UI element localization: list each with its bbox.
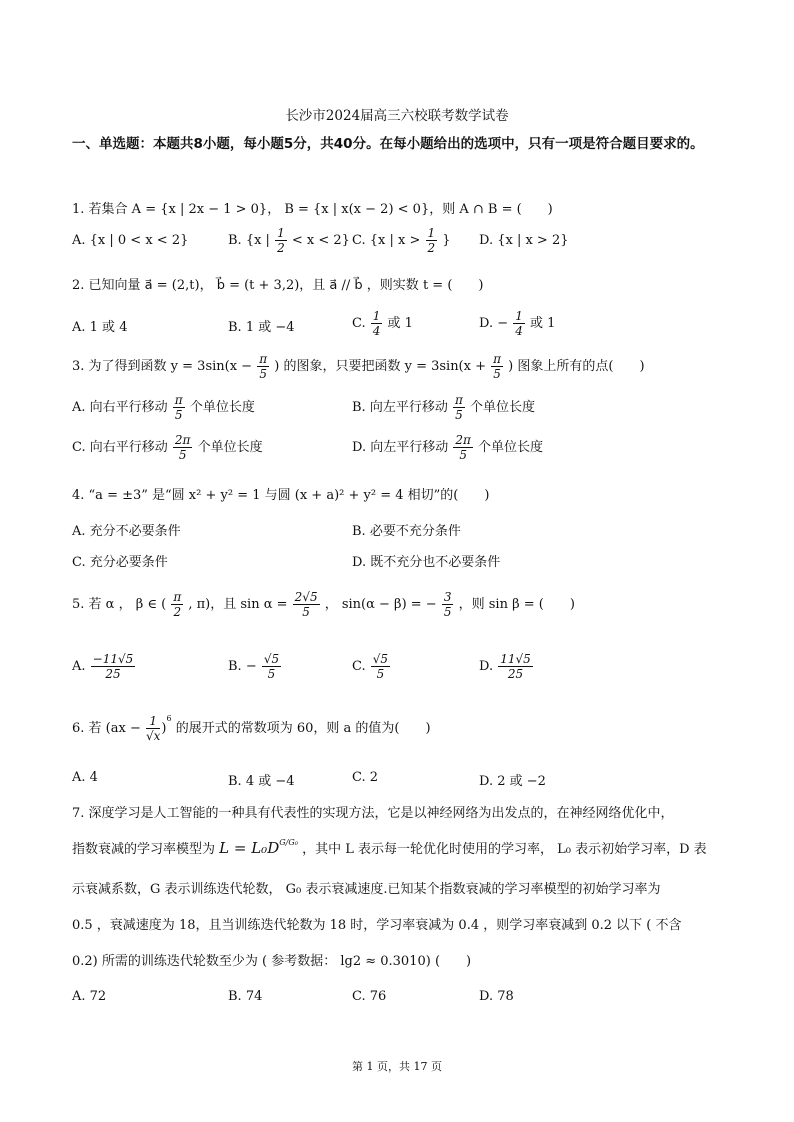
question-7-line-1: 7. 深度学习是人工智能的一种具有代表性的实现方法，它是以神经网络为出发点的，在神经网络优化中，	[72, 806, 674, 821]
q6-option-c: C. 2	[352, 770, 379, 785]
q5-option-b: B. − $\frac{√5}{5}$	[228, 652, 280, 681]
q7-option-a: A. 72	[72, 989, 107, 1004]
q6-option-d: D. 2 或 −2	[479, 774, 546, 789]
q5-option-a: A. $\frac{-11√5}{25}$	[72, 652, 134, 681]
question-7-line-3: 示衰减系数，G 表示训练迭代轮数， G₀ 表示衰减速度.已知某个指数衰减的学习率模型的初始学习率为	[72, 882, 661, 897]
q3-option-c: C. 向右平行移动 $\frac{2\pi}{5}$ 个单位长度	[72, 433, 263, 462]
question-7-line-5: 0.2) 所需的训练迭代轮数至少为 ( 参考数据： lg2 ≈ 0.3010) ( )	[72, 954, 472, 969]
q1-option-a: A. {x | 0 < x < 2}	[72, 233, 189, 248]
question-2-stem: 2. 已知向量 a⃗ = (2,t)， b⃗ = (t + 3,2)，且 a⃗ // b⃗ ，则实数 t = ( )	[72, 278, 484, 293]
q1-option-c: C. {x | x > $\frac{1}{2}$ }	[352, 226, 451, 255]
q4-option-d: D. 既不充分也不必要条件	[352, 555, 501, 570]
q4-option-a: A. 充分不必要条件	[72, 524, 181, 539]
q2-option-b: B. 1 或 −4	[228, 320, 295, 335]
question-3-stem: 3. 为了得到函数 y = 3sin(x − $\frac{\pi}{5}$ ) 的图象，只要把函数 y = 3sin(x + $\frac{\pi}{5}$ ) 图象上所有的点( )	[72, 352, 645, 381]
q6-option-a: A. 4	[72, 770, 98, 785]
question-1-stem: 1. 若集合 A = {x | 2x − 1 > 0}， B = {x | x(x − 2) < 0}，则 A ∩ B = ( )	[72, 202, 553, 217]
q5-option-c: C. $\frac{√5}{5}$	[352, 652, 389, 681]
q1-option-d: D. {x | x > 2}	[479, 233, 569, 248]
q2-option-a: A. 1 或 4	[72, 320, 128, 335]
q2-option-d: D. − $\frac{1}{4}$ 或 1	[479, 309, 556, 338]
question-4-stem: 4. “a = ±3” 是“圆 x² + y² = 1 与圆 (x + a)² + y² = 4 相切”的( )	[72, 488, 490, 503]
page-title: 长沙市2024届高三六校联考数学试卷	[285, 108, 509, 124]
q3-option-a: A. 向右平行移动 $\frac{\pi}{5}$ 个单位长度	[72, 393, 255, 422]
q7-option-b: B. 74	[228, 989, 263, 1004]
learning-rate-formula: L = L₀D	[219, 839, 280, 857]
question-7-line-2: 指数衰减的学习率模型为 $L = L_0D^{G/G_0}$ ，其中 L 表示每一轮优化时使用的学习率， L₀ 表示初始学习率，D 表	[72, 838, 707, 857]
question-7-line-4: 0.5 ，衰减速度为 18，且当训练迭代轮数为 18 时，学习率衰减为 0.4 ，则学习率衰减到 0.2 以下 ( 不含	[72, 918, 682, 933]
question-6-stem: 6. 若 (ax − $\frac{1}{√x}$ )$^6$ 的展开式的常数项为 60，则 a 的值为( )	[72, 714, 431, 743]
q1-option-b: B. {x | $\frac{1}{2}$ < x < 2}	[228, 226, 350, 255]
q3-option-b: B. 向左平行移动 $\frac{\pi}{5}$ 个单位长度	[352, 393, 536, 422]
section-heading: 一、单选题：本题共8小题，每小题5分，共40分。在每小题给出的选项中，只有一项是符合题目要求的。	[72, 136, 704, 152]
q5-option-d: D. $\frac{11√5}{25}$	[479, 652, 531, 681]
q2-option-c: C. $\frac{1}{4}$ 或 1	[352, 309, 413, 338]
q7-option-d: D. 78	[479, 989, 514, 1004]
question-5-stem: 5. 若 α ， β ∈ ( $\frac{\pi}{2}$ , π)，且 sin α = $\frac{2√5}{5}$ ， sin(α − β) = − $\frac{3}{5}$ ，则 sin β = ( )	[72, 590, 575, 619]
q4-option-c: C. 充分必要条件	[72, 555, 168, 570]
q6-option-b: B. 4 或 −4	[228, 774, 295, 789]
q7-option-c: C. 76	[352, 989, 387, 1004]
q4-option-b: B. 必要不充分条件	[352, 524, 461, 539]
page-number: 第 1 页，共 17 页	[352, 1060, 442, 1073]
q3-option-d: D. 向左平行移动 $\frac{2\pi}{5}$ 个单位长度	[352, 433, 544, 462]
